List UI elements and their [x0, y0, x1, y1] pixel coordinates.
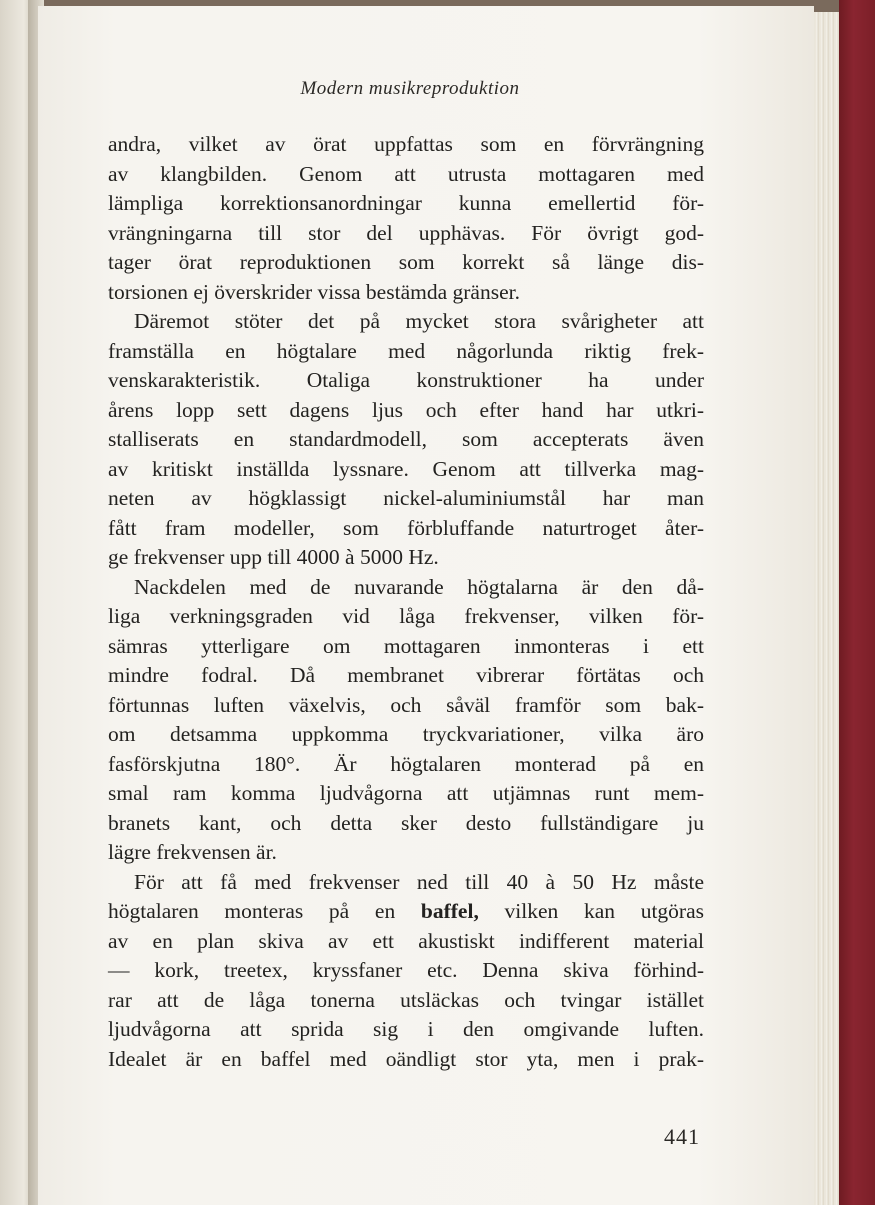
text-line: Nackdelen med de nuvarande högtalarna är den då- [134, 574, 704, 599]
text-line: ljudvågorna att sprida sig i den omgivande luften. [108, 1017, 704, 1041]
text-line: ge frekvenser upp till 4000 à 5000 Hz. [108, 545, 439, 569]
text-line: För att få med frekvenser ned till 40 à 50 Hz måste [134, 869, 704, 894]
text-line: lägre frekvensen är. [108, 840, 277, 864]
bold-term: baffel, [420, 899, 479, 923]
body-text [108, 130, 704, 1074]
text-line: om detsamma uppkomma tryckvariationer, vilka äro [108, 722, 704, 746]
text-line: av kritiskt inställda lyssnare. Genom att tillverka mag- [108, 456, 704, 481]
text-line: sämras ytterligare om mottagaren inmonteras i ett [108, 633, 704, 658]
text-line: neten av högklassigt nickel-aluminiumstål har man [108, 486, 704, 510]
text-line: årens lopp sett dagens ljus och efter hand har utkri- [108, 397, 704, 422]
page-number: 441 [664, 1124, 700, 1149]
text-line: liga verkningsgraden vid låga frekvenser, vilken för- [108, 604, 704, 628]
text-line: torsionen ej överskrider vissa bestämda gränser. [108, 279, 520, 304]
text-line: — kork, treetex, kryssfaner etc. Denna skiva förhind- [108, 958, 704, 982]
text-line: förtunnas luften växelvis, och såväl framför som bak- [108, 692, 704, 717]
text-line: Däremot stöter det på mycket stora svårigheter att [134, 309, 704, 333]
text-line: andra, vilket av örat uppfattas som en förvrängning [108, 132, 704, 156]
text-line: tager örat reproduktionen som korrekt så länge dis- [108, 250, 704, 274]
text-line: branets kant, och detta sker desto fullständigare ju [108, 810, 704, 835]
text-line [108, 897, 704, 927]
text-line: framställa en högtalare med någorlunda riktig frek- [108, 338, 704, 363]
text-line: fått fram modeller, som förbluffande naturtroget åter- [108, 515, 704, 540]
text-segment: vilken kan utgöras [478, 899, 704, 923]
text-line: av en plan skiva av ett akustiskt indifferent material [108, 928, 704, 953]
text-line: rar att de låga tonerna utsläckas och tvingar istället [108, 987, 704, 1012]
text-line: mindre fodral. Då membranet vibrerar förtätas och [108, 663, 704, 687]
text-line: stalliserats en standardmodell, som accepterats även [108, 427, 704, 451]
text-line: fasförskjutna 180°. Är högtalaren monterad på en [108, 751, 704, 776]
text-line: Idealet är en baffel med oändligt stor yta, men i prak- [108, 1046, 704, 1071]
book-cover-edge [839, 0, 875, 1205]
text-line: av klangbilden. Genom att utrusta mottagaren med [108, 161, 704, 186]
text-segment: högtalaren monteras på en [108, 899, 421, 923]
text-line: smal ram komma ljudvågorna att utjämnas runt mem- [108, 781, 704, 805]
text-line: vrängningarna till stor del upphävas. För övrigt god- [108, 220, 704, 245]
text-line: lämpliga korrektionsanordningar kunna emellertid för- [108, 191, 704, 215]
text-line: venskarakteristik. Otaliga konstruktioner ha under [108, 368, 704, 392]
running-head: Modern musikreproduktion [300, 78, 520, 99]
